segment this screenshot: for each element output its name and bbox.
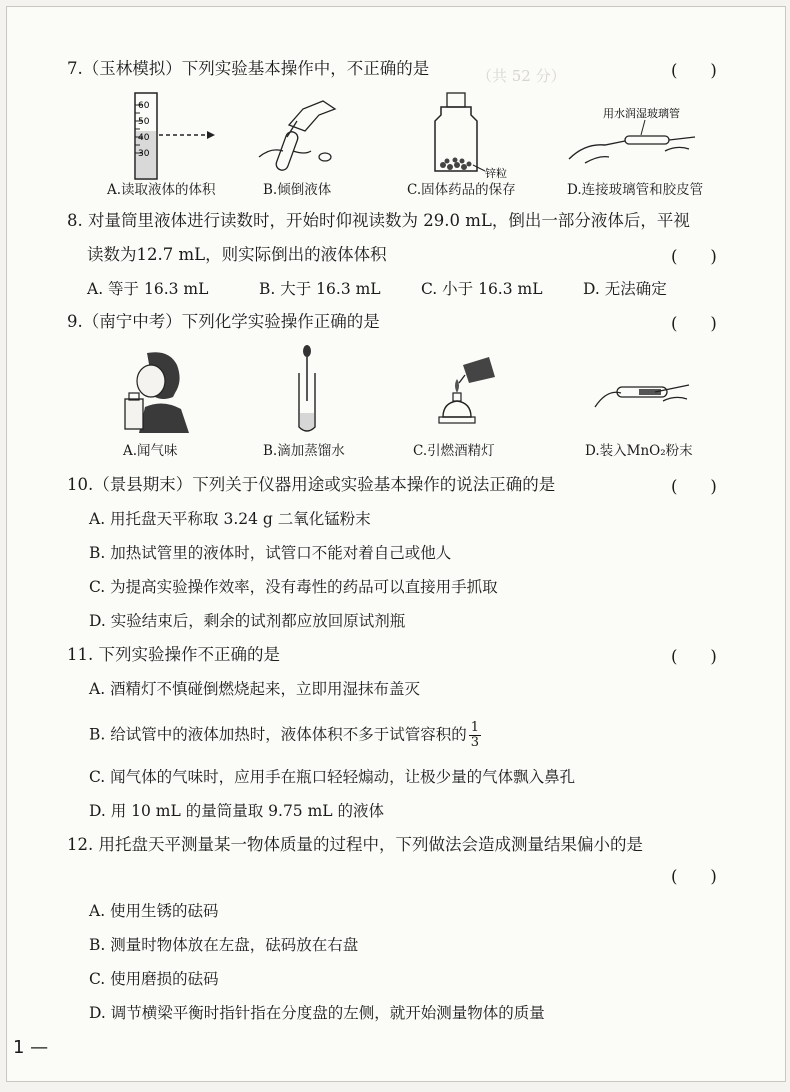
q7-caption-a: A.读取液体的体积 <box>107 182 216 198</box>
q10-option-c[interactable]: C. 为提高实验操作效率，没有毒性的药品可以直接用手抓取 <box>89 578 498 596</box>
q10-option-d[interactable]: D. 实验结束后，剩余的试剂都应放回原试剂瓶 <box>89 612 406 630</box>
one-third-fraction <box>469 721 481 750</box>
q12-option-a[interactable]: A. 使用生锈的砝码 <box>89 902 219 920</box>
worksheet-page <box>6 6 786 1082</box>
page-number: 1 — <box>13 1037 49 1058</box>
q9-caption-b: B.滴加蒸馏水 <box>263 443 345 459</box>
q9-figure-d-powder <box>589 367 695 427</box>
q8-answer-paren[interactable]: ( ) <box>671 247 717 266</box>
q7-figure-c-bottle <box>419 91 519 183</box>
q7-figure-b-pouring <box>253 91 353 183</box>
q11-option-b-text: B. 给试管中的液体加热时，液体体积不多于试管容积的 <box>89 725 467 744</box>
q7-answer-paren[interactable]: ( ) <box>671 61 717 80</box>
q12-option-c[interactable]: C. 使用磨损的砝码 <box>89 970 219 988</box>
scale-40-label: 40 <box>138 133 150 143</box>
q11-option-c[interactable]: C. 闻气体的气味时，应用手在瓶口轻轻煽动，让极少量的气体飘入鼻孔 <box>89 768 576 786</box>
q11-option-a[interactable]: A. 酒精灯不慎碰倒燃烧起来，立即用湿抹布盖灭 <box>89 680 421 698</box>
q7-figure-a-cylinder <box>125 91 235 183</box>
q9-figure-c-lamp <box>423 355 499 435</box>
q9-figure-b-dropper <box>287 343 327 437</box>
q7-caption-d: D.连接玻璃管和胶皮管 <box>567 182 704 198</box>
scale-60-label: 60 <box>138 101 150 111</box>
q7-figure-d-tube <box>565 105 705 179</box>
q12-option-d[interactable]: D. 调节横梁平衡时指针指在分度盘的左侧，就开始测量物体的质量 <box>89 1004 545 1022</box>
q9-stem: 9.（南宁中考）下列化学实验操作正确的是 <box>67 312 380 331</box>
q11-option-b[interactable] <box>89 721 481 750</box>
q12-stem: 12. 用托盘天平测量某一物体质量的过程中，下列做法会造成测量结果偏小的是 <box>67 835 643 854</box>
tube-label: 用水润湿玻璃管 <box>603 107 680 120</box>
q7-caption-c: C.固体药品的保存 <box>407 182 516 198</box>
q10-option-b[interactable]: B. 加热试管里的液体时，试管口不能对着自己或他人 <box>89 544 452 562</box>
q9-caption-a: A.闻气味 <box>123 443 178 459</box>
q12-option-b[interactable]: B. 测量时物体放在左盘，砝码放在右盘 <box>89 936 359 954</box>
q9-answer-paren[interactable]: ( ) <box>671 314 717 333</box>
q9-caption-d: D.装入MnO₂粉末 <box>585 443 693 459</box>
q8-option-a[interactable]: A. 等于 16.3 mL <box>87 280 209 298</box>
q9-caption-c: C.引燃酒精灯 <box>413 443 495 459</box>
bleed-through-text: （共 52 分） <box>477 67 566 85</box>
q10-stem: 10.（景县期末）下列关于仪器用途或实验基本操作的说法正确的是 <box>67 475 556 494</box>
q8-option-c[interactable]: C. 小于 16.3 mL <box>421 280 543 298</box>
q8-stem-line1: 8. 对量筒里液体进行读数时，开始时仰视读数为 29.0 mL，倒出一部分液体后，平视 <box>67 211 690 230</box>
q8-stem-line2: 读数为12.7 mL，则实际倒出的液体体积 <box>87 245 387 264</box>
zinc-label: 锌粒 <box>485 167 507 180</box>
q11-stem: 11. 下列实验操作不正确的是 <box>67 645 280 664</box>
q8-option-d[interactable]: D. 无法确定 <box>583 280 667 298</box>
q12-answer-paren[interactable]: ( ) <box>671 867 717 886</box>
q8-option-b[interactable]: B. 大于 16.3 mL <box>259 280 381 298</box>
fraction-denominator: 3 <box>470 735 480 750</box>
q10-answer-paren[interactable]: ( ) <box>671 477 717 496</box>
q11-answer-paren[interactable]: ( ) <box>671 647 717 666</box>
q11-option-d[interactable]: D. 用 10 mL 的量筒量取 9.75 mL 的液体 <box>89 802 385 820</box>
q10-option-a[interactable]: A. 用托盘天平称取 3.24 g 二氧化锰粉末 <box>89 510 371 528</box>
q9-figure-a-smelling <box>117 347 193 433</box>
scale-50-label: 50 <box>138 117 150 127</box>
scale-30-label: 30 <box>138 149 150 159</box>
q7-caption-b: B.倾倒液体 <box>263 182 332 198</box>
q7-stem: 7.（玉林模拟）下列实验基本操作中，不正确的是 <box>67 59 430 78</box>
fraction-numerator: 1 <box>470 720 480 735</box>
